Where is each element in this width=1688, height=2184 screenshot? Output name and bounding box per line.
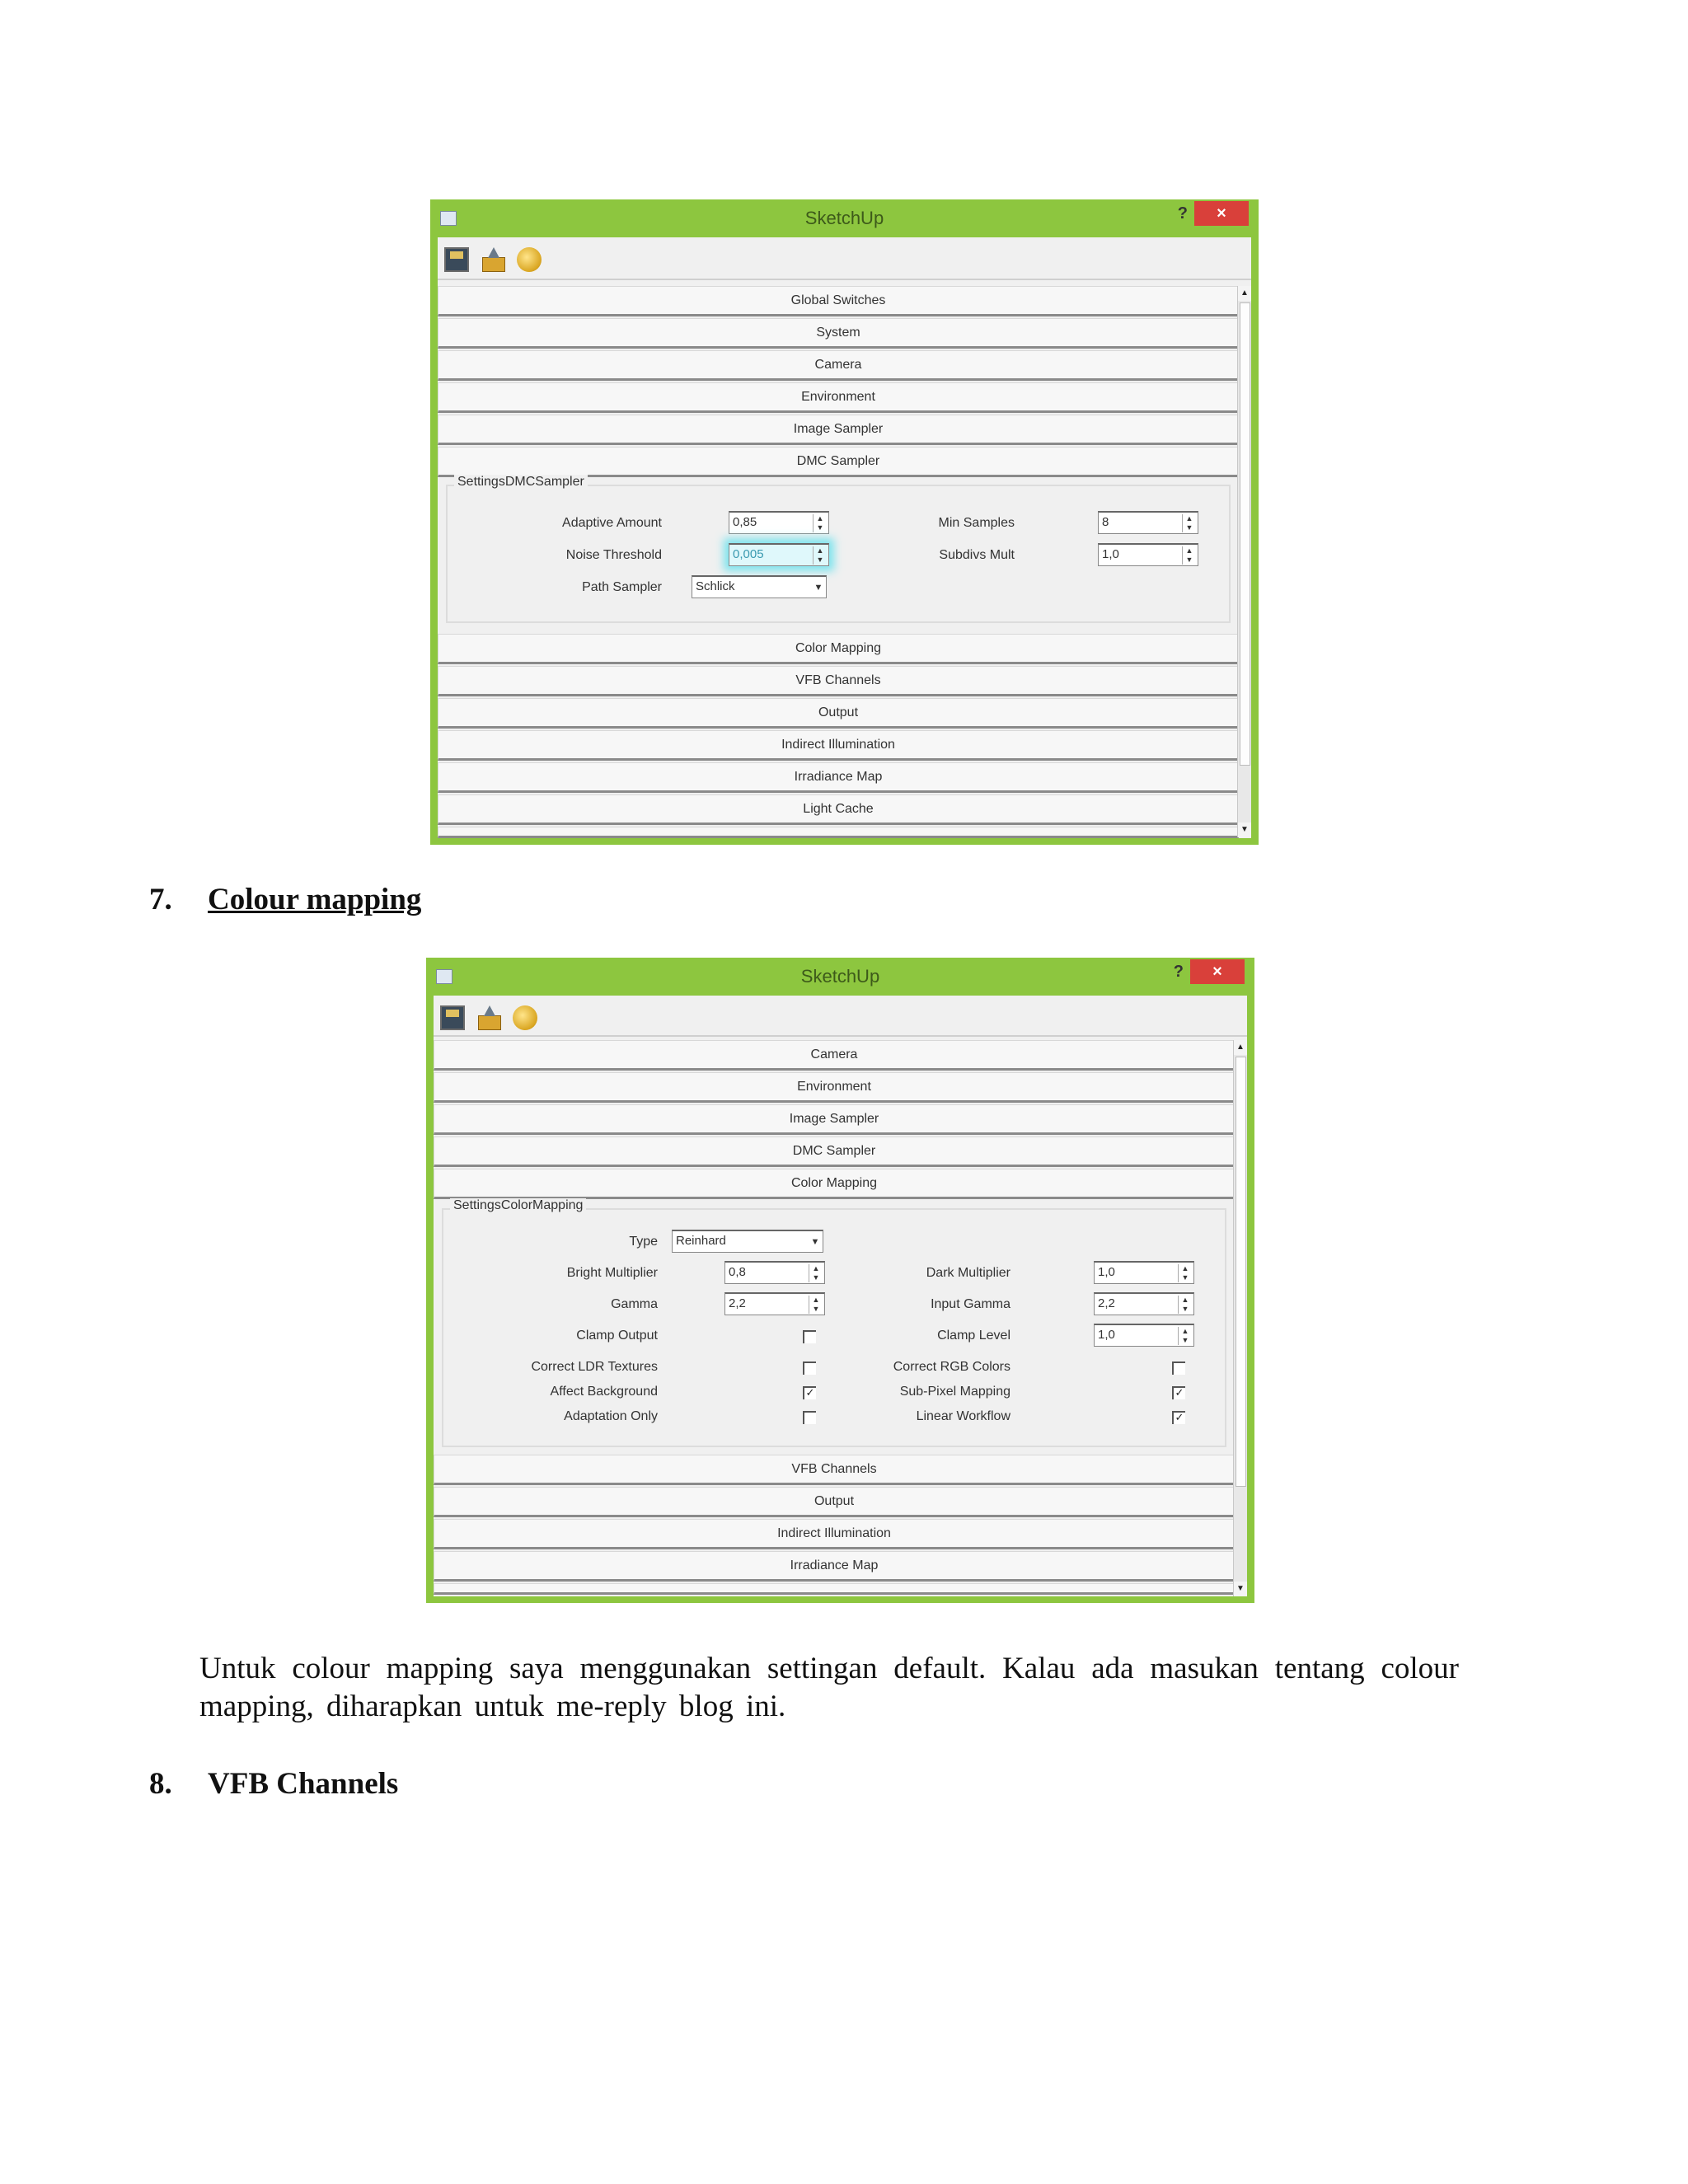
clamp-level-spinner[interactable] (1094, 1324, 1194, 1347)
min-samples-spinner[interactable] (1098, 511, 1198, 534)
value: Schlick (696, 579, 735, 593)
toolbar (438, 237, 1251, 280)
field-label: Dark Multiplier (926, 1266, 1010, 1280)
spinner-arrows-icon[interactable]: ▲ ▼ (813, 546, 827, 565)
field-label: Gamma (611, 1297, 658, 1311)
input-gamma-spinner[interactable] (1094, 1292, 1194, 1315)
field-label: Type (629, 1235, 658, 1249)
close-button[interactable]: × (1194, 201, 1249, 226)
field-label: Sub-Pixel Mapping (899, 1385, 1010, 1399)
group-title: SettingsColorMapping (450, 1198, 586, 1213)
settings-color-mapping-group (442, 1198, 1226, 1447)
value: 0,85 (733, 515, 757, 529)
spinner-arrows-icon[interactable]: ▲ ▼ (1178, 1264, 1192, 1282)
heading-number: 8. (149, 1767, 172, 1801)
spinner-arrows-icon[interactable]: ▲ ▼ (1178, 1296, 1192, 1314)
scroll-up-icon[interactable]: ▲ (1238, 286, 1251, 301)
title-bar[interactable] (430, 199, 1259, 237)
path-sampler-dropdown[interactable] (692, 575, 827, 598)
affect-background-checkbox[interactable]: ✓ (803, 1386, 816, 1399)
spinner-arrows-icon[interactable]: ▲ ▼ (1182, 546, 1196, 565)
window-client (438, 237, 1251, 838)
heading-number: 7. (149, 883, 172, 916)
save-icon[interactable] (440, 1005, 465, 1030)
section-header-row-partial[interactable] (434, 1583, 1235, 1595)
section-header-row[interactable]: Environment (434, 1072, 1235, 1103)
scroll-thumb[interactable] (1240, 302, 1250, 766)
section-header-row[interactable]: Image Sampler (434, 1104, 1235, 1135)
open-folder-icon[interactable] (481, 247, 505, 272)
window-title: SketchUp (800, 966, 880, 987)
section-header-row[interactable]: DMC Sampler (434, 1137, 1235, 1167)
sketchup-window-color-mapping (426, 958, 1254, 1603)
section-header-row[interactable]: System (438, 318, 1239, 349)
value: Reinhard (676, 1234, 726, 1248)
field-label: Linear Workflow (916, 1409, 1010, 1423)
scroll-thumb[interactable] (1236, 1057, 1246, 1487)
section-header-row[interactable]: Irradiance Map (434, 1551, 1235, 1582)
section-header-row[interactable]: Indirect Illumination (438, 730, 1239, 761)
field-label: Subdivs Mult (939, 548, 1015, 562)
settings-dmc-sampler-group (446, 475, 1231, 623)
spinner-arrows-icon[interactable]: ▲ ▼ (813, 514, 827, 532)
value: 0,005 (733, 547, 764, 561)
section-header-row[interactable]: Output (434, 1487, 1235, 1517)
section-list (438, 286, 1239, 479)
field-label: Min Samples (938, 516, 1015, 530)
render-icon[interactable] (517, 247, 542, 272)
window-title: SketchUp (804, 208, 884, 228)
value: 2,2 (1098, 1296, 1115, 1310)
heading-text: Colour mapping (208, 883, 422, 916)
toolbar (434, 996, 1247, 1037)
section-header-row[interactable]: Camera (434, 1040, 1235, 1071)
field-label: Noise Threshold (565, 548, 662, 562)
section-header-row[interactable]: Output (438, 698, 1239, 729)
window-client (434, 996, 1247, 1596)
field-label: Correct LDR Textures (531, 1360, 658, 1374)
field-label: Clamp Level (937, 1329, 1010, 1343)
section-header-row[interactable]: VFB Channels (434, 1455, 1235, 1485)
body-paragraph: Untuk colour mapping saya menggunakan settingan default. Kalau ada masukan tentang colour mapping, diharapkan untuk me-reply blog ini. (199, 1652, 1459, 1723)
section-header-row[interactable]: Indirect Illumination (434, 1519, 1235, 1549)
scroll-up-icon[interactable]: ▲ (1234, 1040, 1247, 1055)
spinner-arrows-icon[interactable]: ▲ ▼ (809, 1296, 823, 1314)
value: 1,0 (1098, 1328, 1115, 1342)
section-list (438, 634, 1239, 838)
section-header-row[interactable]: VFB Channels (438, 666, 1239, 696)
field-label: Adaptive Amount (562, 516, 662, 530)
section-list (434, 1040, 1235, 1201)
value: 1,0 (1102, 547, 1119, 561)
section-header-row[interactable]: Camera (438, 350, 1239, 381)
field-label: Adaptation Only (564, 1409, 658, 1423)
open-folder-icon[interactable] (476, 1005, 501, 1030)
chevron-down-icon: ▼ (814, 583, 823, 593)
dark-multiplier-spinner[interactable] (1094, 1261, 1194, 1284)
save-icon[interactable] (444, 247, 469, 272)
scrollbar[interactable] (1237, 286, 1251, 837)
section-header-row[interactable]: Global Switches (438, 286, 1239, 316)
value: 1,0 (1098, 1265, 1115, 1279)
field-label: Clamp Output (576, 1329, 658, 1343)
section-header-row[interactable]: Image Sampler (438, 415, 1239, 445)
render-icon[interactable] (513, 1005, 537, 1030)
section-header-row[interactable]: Environment (438, 382, 1239, 413)
section-header-row[interactable]: Color Mapping (438, 634, 1239, 664)
field-label: Path Sampler (582, 580, 662, 594)
help-button[interactable]: ? (1173, 963, 1184, 981)
title-bar[interactable] (426, 958, 1254, 996)
section-list (434, 1455, 1235, 1596)
section-header-row-partial[interactable] (438, 827, 1239, 838)
value: 2,2 (729, 1296, 746, 1310)
correct-rgb-colors-checkbox[interactable] (1172, 1361, 1185, 1375)
scroll-down-icon[interactable]: ▼ (1234, 1582, 1247, 1596)
sketchup-window-dmc (430, 199, 1259, 845)
field-label: Input Gamma (931, 1297, 1010, 1311)
scroll-down-icon[interactable]: ▼ (1238, 823, 1251, 837)
scrollbar[interactable] (1233, 1040, 1247, 1596)
section-header-row[interactable]: Irradiance Map (438, 762, 1239, 793)
field-label: Affect Background (550, 1385, 658, 1399)
linear-workflow-checkbox[interactable]: ✓ (1172, 1411, 1185, 1424)
sub-pixel-mapping-checkbox[interactable]: ✓ (1172, 1386, 1185, 1399)
spinner-arrows-icon[interactable]: ▲ ▼ (1178, 1327, 1192, 1345)
chevron-down-icon: ▼ (810, 1237, 820, 1247)
section-header-row[interactable]: Color Mapping (434, 1169, 1235, 1199)
field-label: Correct RGB Colors (893, 1360, 1010, 1374)
field-label: Bright Multiplier (566, 1266, 658, 1280)
close-button[interactable]: × (1190, 959, 1245, 984)
value: 0,8 (729, 1265, 746, 1279)
value: 8 (1102, 515, 1109, 529)
spinner-arrows-icon[interactable]: ▲ ▼ (809, 1264, 823, 1282)
group-title: SettingsDMCSampler (454, 475, 588, 490)
help-button[interactable]: ? (1177, 204, 1188, 223)
subdivs-mult-spinner[interactable] (1098, 543, 1198, 566)
type-dropdown[interactable] (672, 1230, 823, 1253)
heading-text: VFB Channels (208, 1767, 399, 1801)
section-header-row[interactable]: DMC Sampler (438, 447, 1239, 477)
spinner-arrows-icon[interactable]: ▲ ▼ (1182, 514, 1196, 532)
section-header-row[interactable]: Light Cache (438, 794, 1239, 825)
